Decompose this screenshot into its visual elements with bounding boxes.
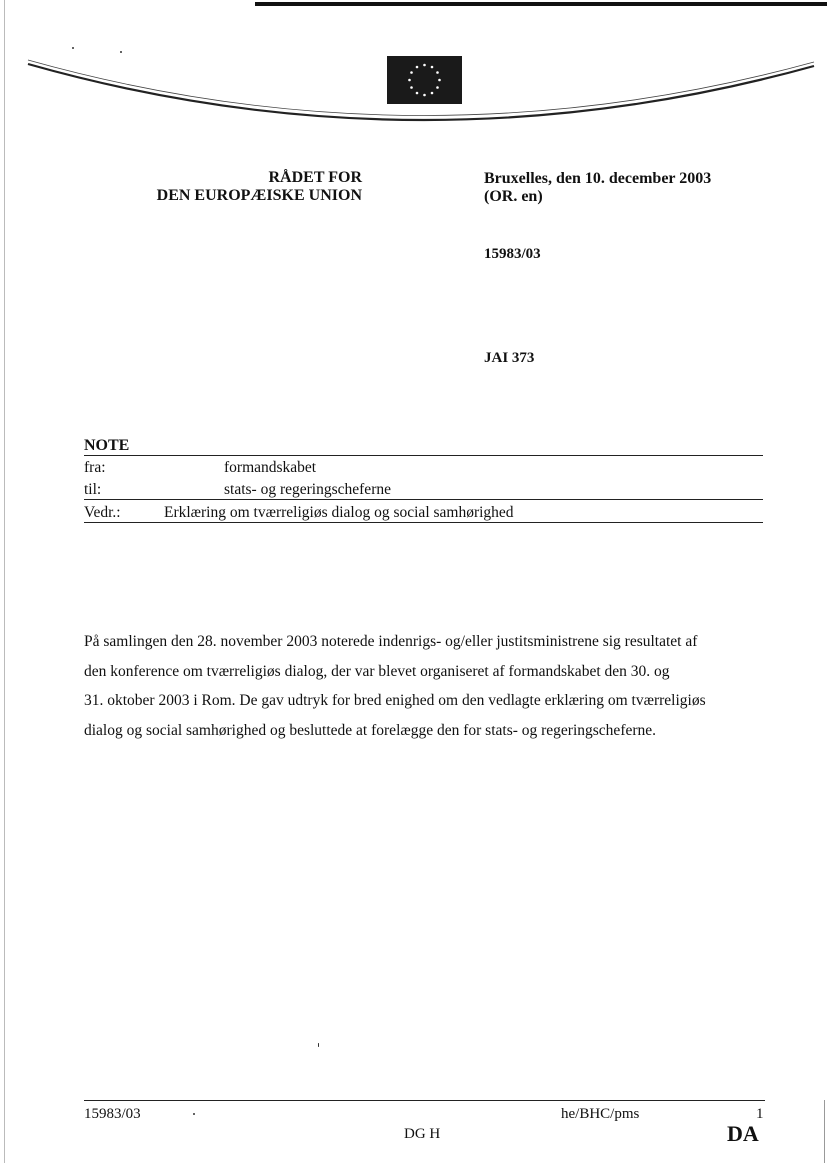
- flag-star: [416, 92, 419, 95]
- footer-language-code: DA: [727, 1121, 759, 1146]
- place-date-block: [484, 170, 711, 206]
- footer-document-number: 15983/03: [84, 1106, 141, 1122]
- note-divider-bottom: [84, 522, 763, 523]
- to-label: til:: [84, 481, 102, 498]
- body-line: På samlingen den 28. november 2003 noterede indenrigs- og/eller justitsministrene sig resultatet af: [84, 633, 698, 650]
- flag-star: [423, 64, 426, 67]
- flag-star: [431, 66, 434, 69]
- scan-edge-left: [4, 0, 5, 1163]
- note-divider-middle: [84, 499, 763, 500]
- note-row-to: [84, 481, 391, 499]
- flag-star: [410, 71, 413, 74]
- footer-initials: he/BHC/pms: [561, 1106, 640, 1122]
- council-line-1: RÅDET FOR: [268, 169, 362, 186]
- body-line: den konference om tværreligiøs dialog, der var blevet organiseret af formandskabet den 30. og: [84, 662, 670, 680]
- subject-label: Vedr.:: [84, 504, 121, 521]
- flag-star: [416, 66, 419, 69]
- eu-flag-icon: [387, 56, 462, 104]
- flag-star: [423, 94, 426, 97]
- flag-star: [408, 79, 411, 82]
- council-line-2: DEN EUROPÆISKE UNION: [156, 187, 362, 204]
- scan-speck: [120, 51, 122, 53]
- scan-speck: [72, 47, 74, 49]
- scan-edge-right: [824, 1100, 825, 1163]
- flag-star: [436, 86, 439, 89]
- document-number: 15983/03: [484, 246, 541, 262]
- flag-star: [436, 71, 439, 74]
- note-title: NOTE: [84, 437, 130, 454]
- from-value: formandskabet: [224, 459, 317, 476]
- footer-directorate: DG H: [404, 1126, 441, 1142]
- scan-speck: [193, 1113, 195, 1115]
- original-language: (OR. en): [484, 188, 543, 205]
- note-row-from: [84, 459, 317, 477]
- body-paragraph: [84, 627, 774, 745]
- place-date: Bruxelles, den 10. december 2003: [484, 170, 712, 187]
- note-divider-top: [84, 455, 763, 456]
- subject-value: Erklæring om tværreligiøs dialog og social samhørighed: [164, 504, 514, 521]
- footer-divider: [84, 1100, 765, 1101]
- flag-star: [438, 79, 441, 82]
- footer-page-number: 1: [756, 1106, 764, 1122]
- from-label: fra:: [84, 459, 106, 476]
- body-line: 31. oktober 2003 i Rom. De gav udtryk for bred enighed om den vedlagte erklæring om tværreligiøs: [84, 692, 706, 709]
- flag-star: [431, 92, 434, 95]
- scan-speck: [318, 1043, 319, 1047]
- flag-star: [410, 86, 413, 89]
- file-code: JAI 373: [484, 350, 535, 366]
- to-value: stats- og regeringscheferne: [224, 481, 391, 498]
- council-name: [157, 169, 362, 205]
- note-row-subject: [84, 504, 514, 522]
- body-line: dialog og social samhørighed og besluttede at forelægge den for stats- og regeringscheferne.: [84, 721, 657, 739]
